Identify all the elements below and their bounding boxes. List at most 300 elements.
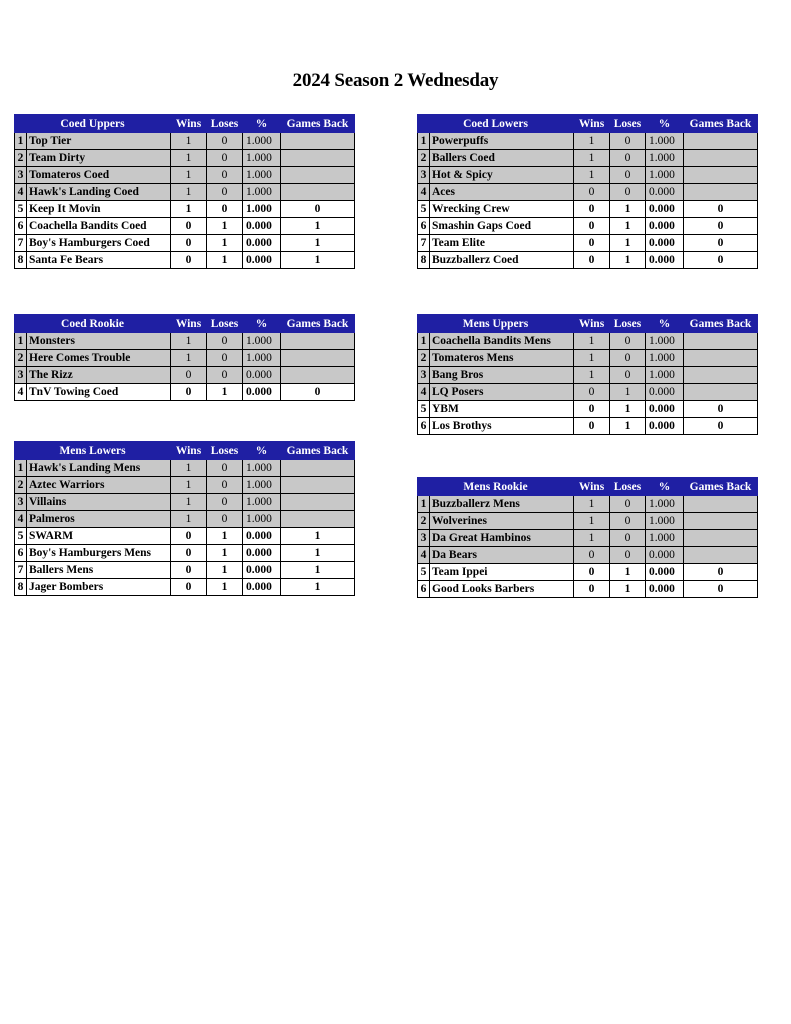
team-rank: 3 xyxy=(418,167,430,184)
loses-value: 0 xyxy=(610,184,646,201)
team-name: Buzzballerz Mens xyxy=(430,496,574,513)
team-name: Wolverines xyxy=(430,513,574,530)
pct-value: 1.000 xyxy=(646,333,684,350)
table-row xyxy=(418,581,758,598)
team-name: LQ Posers xyxy=(430,384,574,401)
pct-value: 1.000 xyxy=(646,350,684,367)
standings-table-0 xyxy=(14,114,355,269)
team-name: Boy's Hamburgers Coed xyxy=(27,235,171,252)
pct-value: 1.000 xyxy=(243,477,281,494)
wins-value: 1 xyxy=(171,494,207,511)
table-header-row xyxy=(15,115,355,133)
table-row xyxy=(15,133,355,150)
wins-value: 0 xyxy=(574,384,610,401)
column-header: Games Back xyxy=(684,478,758,496)
column-header: Games Back xyxy=(684,115,758,133)
games-back-value xyxy=(684,496,758,513)
loses-value: 1 xyxy=(610,218,646,235)
table-row xyxy=(418,235,758,252)
column-header: Loses xyxy=(610,478,646,496)
games-back-value xyxy=(281,367,355,384)
wins-value: 1 xyxy=(171,333,207,350)
table-header-row xyxy=(15,315,355,333)
wins-value: 1 xyxy=(171,460,207,477)
team-rank: 8 xyxy=(15,252,27,269)
table-row xyxy=(15,218,355,235)
table-row xyxy=(15,511,355,528)
loses-value: 0 xyxy=(610,350,646,367)
standings-table-4 xyxy=(14,441,355,596)
table-row xyxy=(418,201,758,218)
pct-value: 0.000 xyxy=(243,528,281,545)
table-row xyxy=(15,201,355,218)
team-name: Here Comes Trouble xyxy=(27,350,171,367)
games-back-value: 0 xyxy=(684,218,758,235)
table-header-row xyxy=(15,442,355,460)
loses-value: 0 xyxy=(207,367,243,384)
wins-value: 0 xyxy=(171,579,207,596)
table-row xyxy=(418,167,758,184)
pct-value: 1.000 xyxy=(243,494,281,511)
column-header: % xyxy=(243,115,281,133)
games-back-value xyxy=(684,367,758,384)
pct-value: 1.000 xyxy=(243,184,281,201)
loses-value: 1 xyxy=(610,384,646,401)
loses-value: 1 xyxy=(207,528,243,545)
pct-value: 0.000 xyxy=(646,201,684,218)
loses-value: 0 xyxy=(610,547,646,564)
team-rank: 5 xyxy=(418,201,430,218)
column-header: Wins xyxy=(574,478,610,496)
standings-table-5 xyxy=(417,477,758,598)
standings-table-2 xyxy=(14,314,355,401)
wins-value: 0 xyxy=(574,184,610,201)
standings-table-3 xyxy=(417,314,758,435)
pct-value: 1.000 xyxy=(243,511,281,528)
pct-value: 1.000 xyxy=(646,150,684,167)
wins-value: 1 xyxy=(171,511,207,528)
pct-value: 1.000 xyxy=(243,167,281,184)
team-name: Hot & Spicy xyxy=(430,167,574,184)
column-header: Loses xyxy=(610,315,646,333)
team-rank: 7 xyxy=(418,235,430,252)
column-header: % xyxy=(646,478,684,496)
team-rank: 4 xyxy=(15,384,27,401)
pct-value: 0.000 xyxy=(646,564,684,581)
pct-value: 1.000 xyxy=(243,460,281,477)
table-row xyxy=(15,494,355,511)
pct-value: 0.000 xyxy=(243,384,281,401)
table-row xyxy=(418,218,758,235)
pct-value: 1.000 xyxy=(646,133,684,150)
team-rank: 7 xyxy=(15,235,27,252)
wins-value: 0 xyxy=(574,201,610,218)
loses-value: 1 xyxy=(207,384,243,401)
division-name: Mens Uppers xyxy=(418,315,574,333)
team-rank: 2 xyxy=(418,350,430,367)
column-header: Games Back xyxy=(281,315,355,333)
team-name: Keep It Movin xyxy=(27,201,171,218)
wins-value: 1 xyxy=(171,201,207,218)
loses-value: 0 xyxy=(610,133,646,150)
loses-value: 1 xyxy=(610,564,646,581)
team-rank: 5 xyxy=(15,201,27,218)
games-back-value: 1 xyxy=(281,235,355,252)
team-rank: 6 xyxy=(15,218,27,235)
pct-value: 0.000 xyxy=(646,581,684,598)
column-header: Wins xyxy=(171,115,207,133)
pct-value: 0.000 xyxy=(646,252,684,269)
table-row xyxy=(418,184,758,201)
page-title: 2024 Season 2 Wednesday xyxy=(292,70,499,91)
team-name: Buzzballerz Coed xyxy=(430,252,574,269)
loses-value: 0 xyxy=(610,150,646,167)
wins-value: 0 xyxy=(574,218,610,235)
table-row xyxy=(15,252,355,269)
team-name: The Rizz xyxy=(27,367,171,384)
division-name: Coed Lowers xyxy=(418,115,574,133)
table-row xyxy=(418,333,758,350)
loses-value: 1 xyxy=(207,545,243,562)
team-rank: 8 xyxy=(15,579,27,596)
loses-value: 1 xyxy=(207,562,243,579)
wins-value: 1 xyxy=(574,167,610,184)
loses-value: 1 xyxy=(207,579,243,596)
loses-value: 0 xyxy=(610,513,646,530)
pct-value: 0.000 xyxy=(646,235,684,252)
wins-value: 1 xyxy=(574,350,610,367)
wins-value: 1 xyxy=(171,150,207,167)
wins-value: 0 xyxy=(171,545,207,562)
team-name: Boy's Hamburgers Mens xyxy=(27,545,171,562)
team-rank: 3 xyxy=(15,494,27,511)
column-header: % xyxy=(646,115,684,133)
column-header: Games Back xyxy=(281,442,355,460)
pct-value: 1.000 xyxy=(243,350,281,367)
pct-value: 0.000 xyxy=(243,252,281,269)
table-header-row xyxy=(418,315,758,333)
team-rank: 5 xyxy=(418,564,430,581)
games-back-value xyxy=(684,513,758,530)
column-header: Loses xyxy=(207,442,243,460)
games-back-value xyxy=(281,477,355,494)
loses-value: 0 xyxy=(610,167,646,184)
pct-value: 0.000 xyxy=(646,184,684,201)
pct-value: 0.000 xyxy=(646,384,684,401)
pct-value: 0.000 xyxy=(243,562,281,579)
team-name: Da Bears xyxy=(430,547,574,564)
wins-value: 0 xyxy=(574,235,610,252)
standings-table-1 xyxy=(417,114,758,269)
column-header: Loses xyxy=(207,315,243,333)
team-name: Team Ippei xyxy=(430,564,574,581)
column-header: Games Back xyxy=(281,115,355,133)
division-name: Mens Lowers xyxy=(15,442,171,460)
team-name: Aces xyxy=(430,184,574,201)
wins-value: 1 xyxy=(171,167,207,184)
loses-value: 1 xyxy=(207,218,243,235)
table-row xyxy=(15,367,355,384)
pct-value: 1.000 xyxy=(243,333,281,350)
loses-value: 1 xyxy=(610,235,646,252)
wins-value: 0 xyxy=(574,547,610,564)
column-header: Loses xyxy=(207,115,243,133)
team-rank: 4 xyxy=(15,511,27,528)
games-back-value xyxy=(281,460,355,477)
team-name: Villains xyxy=(27,494,171,511)
table-row xyxy=(418,350,758,367)
games-back-value: 0 xyxy=(684,252,758,269)
pct-value: 0.000 xyxy=(243,545,281,562)
column-header: Wins xyxy=(574,115,610,133)
loses-value: 1 xyxy=(207,235,243,252)
loses-value: 0 xyxy=(207,511,243,528)
table-row xyxy=(15,235,355,252)
loses-value: 0 xyxy=(207,494,243,511)
loses-value: 0 xyxy=(207,350,243,367)
wins-value: 0 xyxy=(574,401,610,418)
wins-value: 1 xyxy=(574,133,610,150)
table-header-row xyxy=(418,478,758,496)
table-row xyxy=(418,401,758,418)
column-header: Games Back xyxy=(684,315,758,333)
team-name: Jager Bombers xyxy=(27,579,171,596)
table-row xyxy=(418,547,758,564)
games-back-value: 0 xyxy=(684,401,758,418)
wins-value: 1 xyxy=(171,477,207,494)
pct-value: 1.000 xyxy=(646,513,684,530)
column-header: Wins xyxy=(574,315,610,333)
table-row xyxy=(15,333,355,350)
games-back-value xyxy=(281,150,355,167)
games-back-value xyxy=(684,167,758,184)
games-back-value: 1 xyxy=(281,579,355,596)
team-name: Tomateros Coed xyxy=(27,167,171,184)
games-back-value: 0 xyxy=(684,235,758,252)
column-header: Wins xyxy=(171,315,207,333)
wins-value: 0 xyxy=(171,235,207,252)
wins-value: 0 xyxy=(171,367,207,384)
wins-value: 1 xyxy=(171,350,207,367)
loses-value: 0 xyxy=(207,133,243,150)
table-row xyxy=(15,528,355,545)
games-back-value xyxy=(281,333,355,350)
games-back-value: 0 xyxy=(684,581,758,598)
wins-value: 0 xyxy=(171,252,207,269)
table-row xyxy=(15,460,355,477)
team-name: Powerpuffs xyxy=(430,133,574,150)
games-back-value xyxy=(281,184,355,201)
table-row xyxy=(418,133,758,150)
wins-value: 1 xyxy=(574,513,610,530)
team-rank: 6 xyxy=(15,545,27,562)
pct-value: 1.000 xyxy=(243,150,281,167)
games-back-value xyxy=(281,511,355,528)
loses-value: 0 xyxy=(610,530,646,547)
team-name: Palmeros xyxy=(27,511,171,528)
pct-value: 0.000 xyxy=(243,367,281,384)
loses-value: 1 xyxy=(610,252,646,269)
pct-value: 1.000 xyxy=(243,133,281,150)
table-row xyxy=(418,252,758,269)
wins-value: 0 xyxy=(171,528,207,545)
team-rank: 1 xyxy=(418,333,430,350)
wins-value: 1 xyxy=(574,530,610,547)
team-name: Hawk's Landing Mens xyxy=(27,460,171,477)
games-back-value xyxy=(684,133,758,150)
team-rank: 2 xyxy=(418,150,430,167)
team-name: Good Looks Barbers xyxy=(430,581,574,598)
team-rank: 6 xyxy=(418,418,430,435)
team-rank: 1 xyxy=(15,133,27,150)
games-back-value xyxy=(684,184,758,201)
games-back-value xyxy=(684,530,758,547)
pct-value: 0.000 xyxy=(243,579,281,596)
loses-value: 1 xyxy=(610,401,646,418)
column-header: % xyxy=(646,315,684,333)
team-name: Ballers Mens xyxy=(27,562,171,579)
team-name: Team Elite xyxy=(430,235,574,252)
division-name: Mens Rookie xyxy=(418,478,574,496)
games-back-value: 1 xyxy=(281,252,355,269)
team-rank: 4 xyxy=(418,547,430,564)
table-header-row xyxy=(418,115,758,133)
games-back-value xyxy=(281,494,355,511)
team-name: Coachella Bandits Mens xyxy=(430,333,574,350)
column-header: % xyxy=(243,315,281,333)
wins-value: 0 xyxy=(574,564,610,581)
games-back-value xyxy=(684,547,758,564)
table-row xyxy=(15,184,355,201)
wins-value: 0 xyxy=(171,218,207,235)
table-row xyxy=(15,384,355,401)
team-rank: 1 xyxy=(15,460,27,477)
team-rank: 7 xyxy=(15,562,27,579)
team-rank: 3 xyxy=(418,367,430,384)
wins-value: 0 xyxy=(171,562,207,579)
team-rank: 3 xyxy=(15,167,27,184)
team-name: Team Dirty xyxy=(27,150,171,167)
team-rank: 8 xyxy=(418,252,430,269)
team-rank: 5 xyxy=(418,401,430,418)
wins-value: 0 xyxy=(574,581,610,598)
team-rank: 4 xyxy=(418,384,430,401)
table-row xyxy=(418,150,758,167)
column-header: Wins xyxy=(171,442,207,460)
pct-value: 1.000 xyxy=(646,167,684,184)
loses-value: 0 xyxy=(207,477,243,494)
team-name: Santa Fe Bears xyxy=(27,252,171,269)
column-header: Loses xyxy=(610,115,646,133)
wins-value: 1 xyxy=(574,367,610,384)
table-row xyxy=(15,562,355,579)
wins-value: 0 xyxy=(574,252,610,269)
team-name: YBM xyxy=(430,401,574,418)
games-back-value: 1 xyxy=(281,545,355,562)
games-back-value xyxy=(281,133,355,150)
pct-value: 1.000 xyxy=(646,367,684,384)
team-name: Coachella Bandits Coed xyxy=(27,218,171,235)
games-back-value xyxy=(684,350,758,367)
table-row xyxy=(15,150,355,167)
pct-value: 1.000 xyxy=(243,201,281,218)
table-row xyxy=(418,513,758,530)
games-back-value xyxy=(684,384,758,401)
games-back-value: 1 xyxy=(281,562,355,579)
team-rank: 3 xyxy=(15,367,27,384)
team-name: Top Tier xyxy=(27,133,171,150)
team-rank: 1 xyxy=(15,333,27,350)
games-back-value xyxy=(281,167,355,184)
team-rank: 6 xyxy=(418,581,430,598)
pct-value: 0.000 xyxy=(646,547,684,564)
table-row xyxy=(15,167,355,184)
team-name: Los Brothys xyxy=(430,418,574,435)
wins-value: 1 xyxy=(574,333,610,350)
games-back-value: 0 xyxy=(281,201,355,218)
loses-value: 1 xyxy=(610,418,646,435)
column-header: % xyxy=(243,442,281,460)
wins-value: 1 xyxy=(171,133,207,150)
games-back-value: 0 xyxy=(684,564,758,581)
loses-value: 0 xyxy=(207,333,243,350)
loses-value: 1 xyxy=(207,252,243,269)
team-name: Hawk's Landing Coed xyxy=(27,184,171,201)
wins-value: 1 xyxy=(171,184,207,201)
team-rank: 2 xyxy=(15,477,27,494)
team-rank: 1 xyxy=(418,133,430,150)
table-row xyxy=(418,564,758,581)
team-name: Bang Bros xyxy=(430,367,574,384)
pct-value: 0.000 xyxy=(243,235,281,252)
pct-value: 1.000 xyxy=(646,530,684,547)
loses-value: 0 xyxy=(207,184,243,201)
division-name: Coed Rookie xyxy=(15,315,171,333)
loses-value: 0 xyxy=(610,367,646,384)
pct-value: 0.000 xyxy=(646,218,684,235)
pct-value: 0.000 xyxy=(243,218,281,235)
team-name: Monsters xyxy=(27,333,171,350)
team-rank: 6 xyxy=(418,218,430,235)
team-rank: 2 xyxy=(15,350,27,367)
team-name: Aztec Warriors xyxy=(27,477,171,494)
team-rank: 4 xyxy=(418,184,430,201)
table-row xyxy=(15,545,355,562)
team-rank: 2 xyxy=(418,513,430,530)
games-back-value xyxy=(684,150,758,167)
games-back-value: 1 xyxy=(281,218,355,235)
team-name: Wrecking Crew xyxy=(430,201,574,218)
team-name: SWARM xyxy=(27,528,171,545)
table-row xyxy=(418,384,758,401)
team-rank: 1 xyxy=(418,496,430,513)
table-row xyxy=(418,530,758,547)
games-back-value: 0 xyxy=(684,418,758,435)
pct-value: 0.000 xyxy=(646,418,684,435)
team-name: Smashin Gaps Coed xyxy=(430,218,574,235)
pct-value: 0.000 xyxy=(646,401,684,418)
table-row xyxy=(15,350,355,367)
division-name: Coed Uppers xyxy=(15,115,171,133)
games-back-value xyxy=(281,350,355,367)
games-back-value: 1 xyxy=(281,528,355,545)
team-rank: 5 xyxy=(15,528,27,545)
pct-value: 1.000 xyxy=(646,496,684,513)
loses-value: 0 xyxy=(207,167,243,184)
team-rank: 3 xyxy=(418,530,430,547)
loses-value: 1 xyxy=(610,581,646,598)
wins-value: 1 xyxy=(574,496,610,513)
